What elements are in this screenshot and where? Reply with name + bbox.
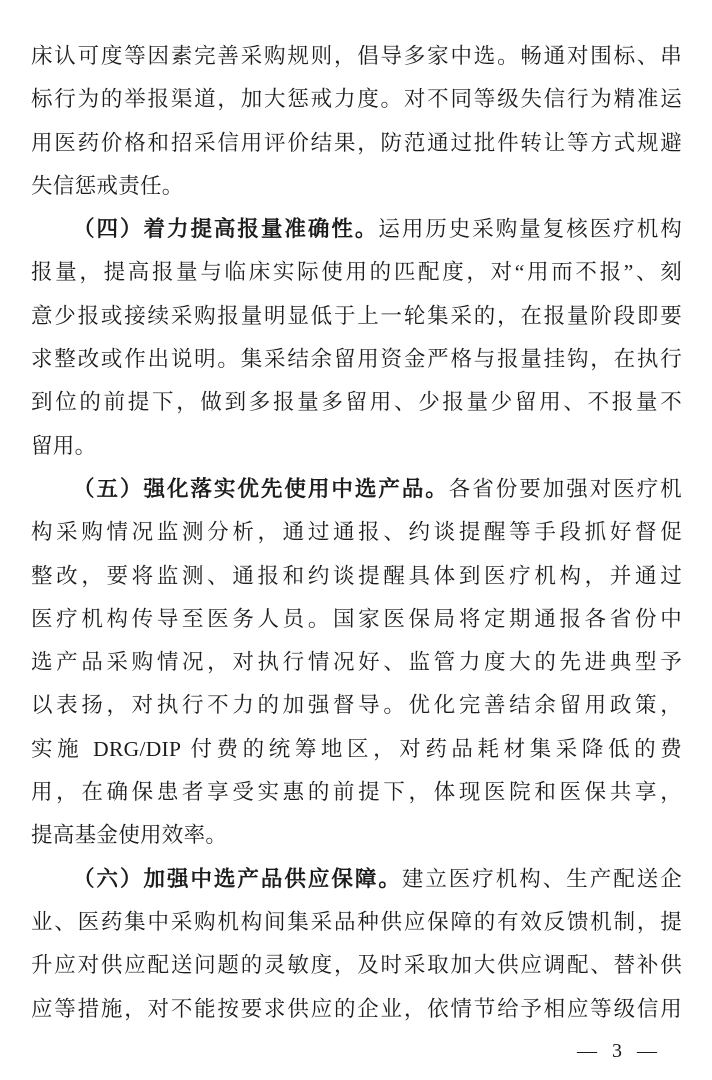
text-line	[31, 944, 682, 987]
text-line	[31, 814, 682, 857]
text-line	[31, 208, 682, 251]
body-text: 报量，提高报量与临床实际使用的匹配度，对“用而不报”、刻	[31, 260, 682, 285]
text-line	[31, 988, 682, 1031]
body-text: 医疗机构传导至医务人员。国家医保局将定期通报各省份中	[31, 606, 682, 631]
body-text: 求整改或作出说明。集采结余留用资金严格与报量挂钩，在执行	[31, 347, 682, 372]
text-line	[31, 295, 682, 338]
body-text: 整改，要将监测、通报和约谈提醒具体到医疗机构，并通过	[31, 563, 682, 588]
body-text: 意少报或接续采购报量明显低于上一轮集采的，在报量阶段即要	[31, 303, 682, 328]
body-text: 实施 DRG/DIP 付费的统筹地区，对药品耗材集采降低的费	[31, 736, 682, 761]
document-body	[31, 35, 682, 1031]
text-line	[31, 555, 682, 598]
body-text: 用，在确保患者享受实惠的前提下，体现医院和医保共享，	[31, 780, 682, 805]
section-heading: （六）加强中选产品供应保障。	[73, 866, 402, 891]
text-line	[31, 511, 682, 554]
text-line	[31, 641, 682, 684]
body-text: 业、医药集中采购机构间集采品种供应保障的有效反馈机制，提	[31, 909, 682, 934]
page-number: — 3 —	[577, 1040, 662, 1062]
body-text: 应等措施，对不能按要求供应的企业，依情节给予相应等级信用	[31, 996, 682, 1021]
body-text: 以表扬，对执行不力的加强督导。优化完善结余留用政策，	[31, 693, 682, 718]
body-text: 升应对供应配送问题的灵敏度，及时采取加大供应调配、替补供	[31, 953, 682, 978]
body-text: 构采购情况监测分析，通过通报、约谈提醒等手段抓好督促	[31, 520, 682, 545]
text-line	[31, 251, 682, 294]
text-line	[31, 771, 682, 814]
text-line	[31, 35, 682, 78]
text-line	[31, 425, 682, 468]
body-text: 选产品采购情况，对执行情况好、监管力度大的先进典型予	[31, 650, 682, 675]
text-line	[31, 858, 682, 901]
body-text: 床认可度等因素完善采购规则，倡导多家中选。畅通对围标、串	[31, 44, 682, 68]
text-line	[31, 381, 682, 424]
text-line	[31, 728, 682, 771]
text-line	[31, 78, 682, 121]
text-line	[31, 165, 682, 208]
body-text: 提高基金使用效率。	[31, 823, 228, 848]
body-text: 运用历史采购量复核医疗机构	[378, 217, 682, 242]
body-text: 失信惩戒责任。	[31, 173, 184, 198]
section-heading: （四）着力提高报量准确性。	[73, 217, 379, 242]
body-text: 到位的前提下，做到多报量多留用、少报量少留用、不报量不	[31, 390, 682, 415]
text-line	[31, 901, 682, 944]
body-text: 建立医疗机构、生产配送企	[401, 866, 682, 891]
text-line	[31, 598, 682, 641]
body-text: 各省份要加强对医疗机	[448, 476, 682, 501]
text-line	[31, 338, 682, 381]
body-text: 用医药价格和招采信用评价结果，防范通过批件转让等方式规避	[31, 130, 682, 155]
section-heading: （五）强化落实优先使用中选产品。	[73, 476, 449, 501]
body-text: 标行为的举报渠道，加大惩戒力度。对不同等级失信行为精准运	[31, 87, 682, 112]
text-line	[31, 684, 682, 727]
text-line	[31, 122, 682, 165]
text-line	[31, 468, 682, 511]
body-text: 留用。	[31, 433, 97, 458]
